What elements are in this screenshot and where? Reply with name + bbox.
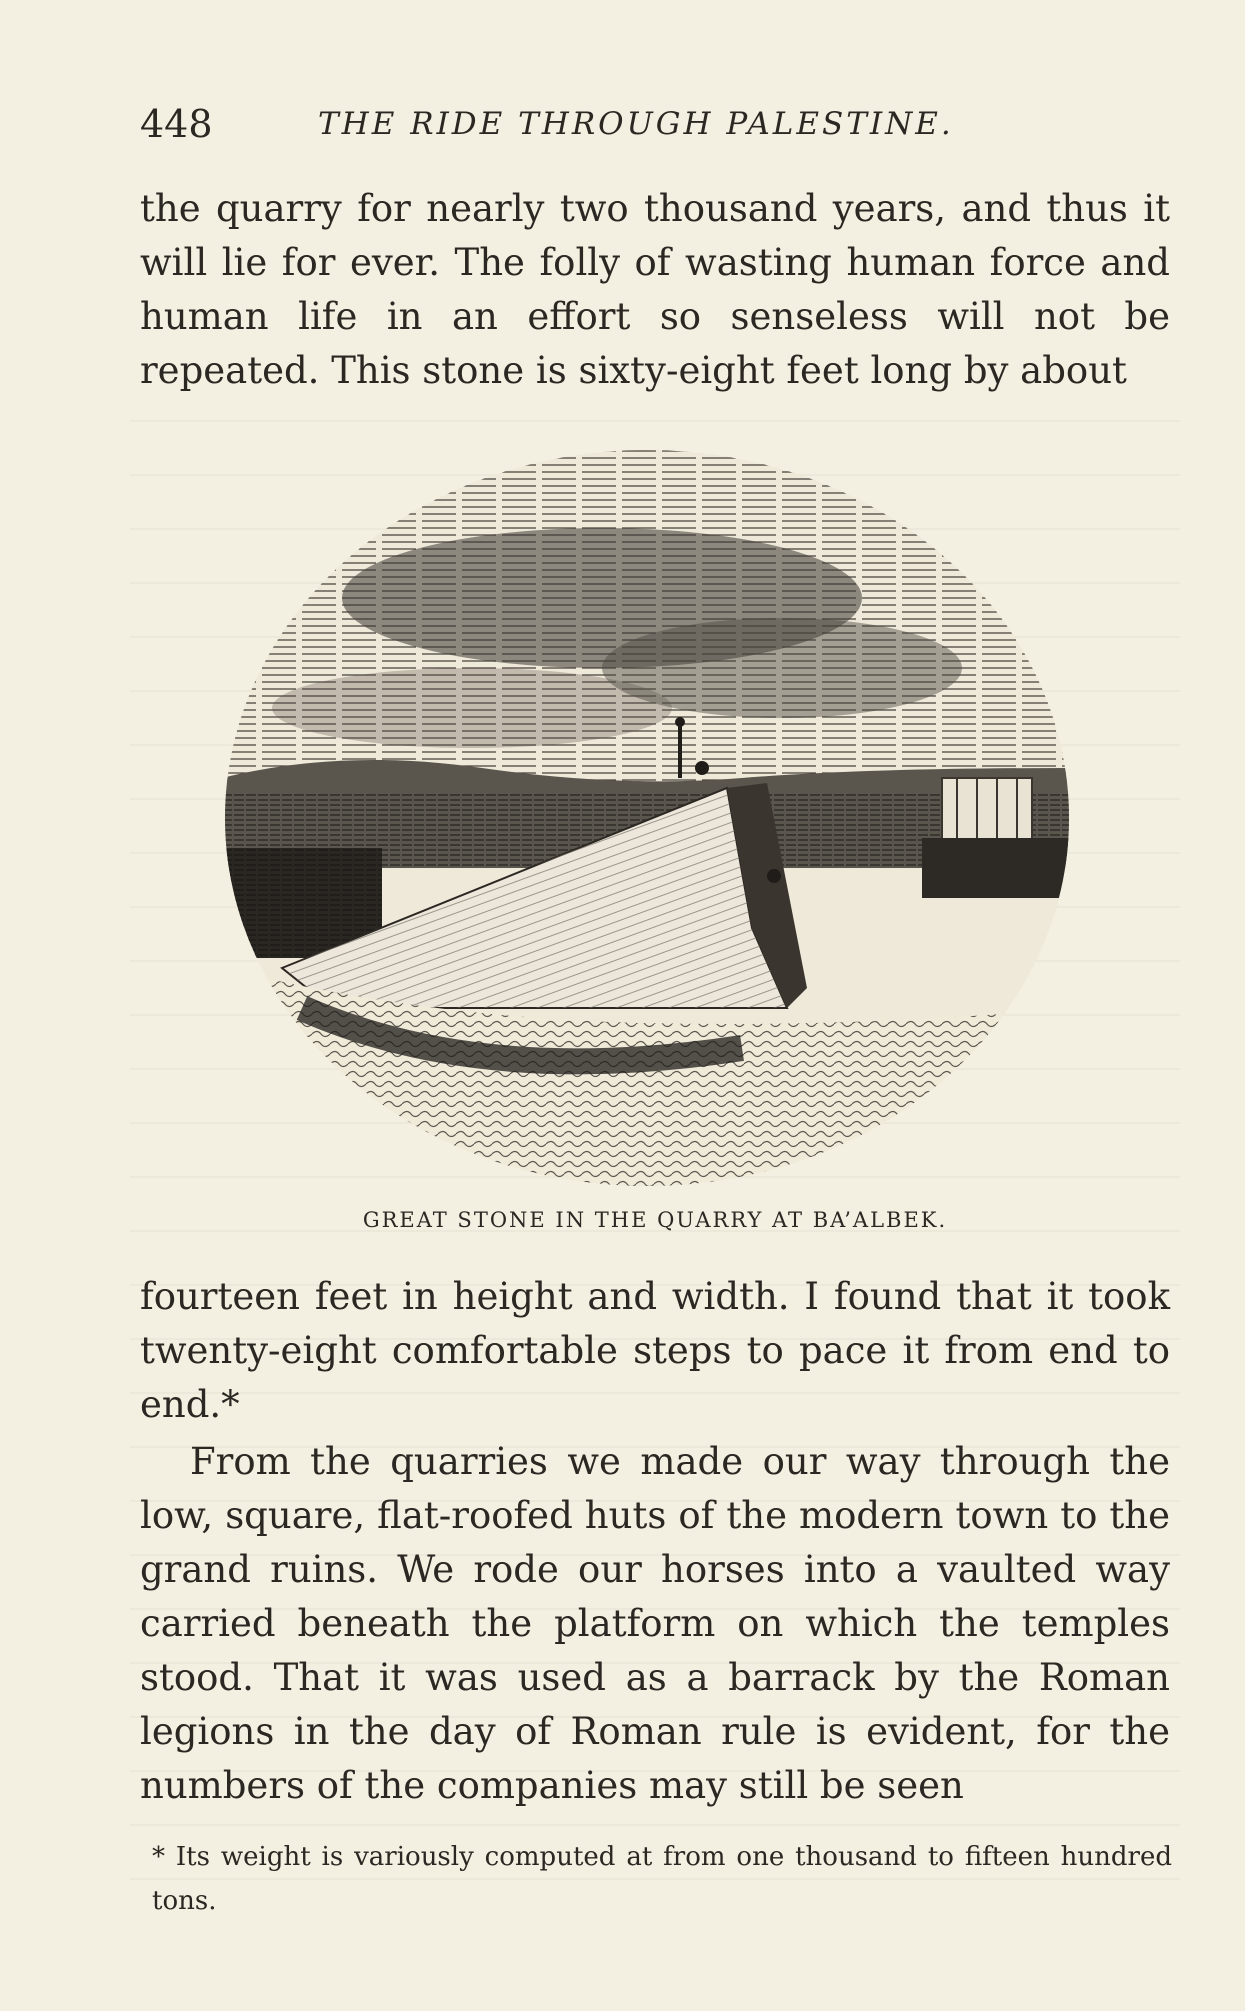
- footnote: * Its weight is variously computed at from one thousand to fifteen hundred tons.: [152, 1842, 1172, 1916]
- paragraph-2: fourteen feet in height and width. I found that it took twenty-eight comfortable steps to pace it from end to end.*: [140, 1275, 1170, 1426]
- page-number: 448: [140, 102, 213, 146]
- figure-caption: GREAT STONE IN THE QUARRY AT BA’ALBEK.: [362, 1208, 948, 1232]
- paragraph-3: From the quarries we made our way through the low, square, flat-roofed huts of the modern town to the grand ruins. We rode our horses into a vaulted way carried beneath the platform on which the temples stood. That it was used as a barrack by the Roman legions in the day of Roman rule is evident, for the numbers of the companies may still be seen: [140, 1440, 1170, 1807]
- great-stone-engraving: [222, 448, 1072, 1188]
- engraving-illustration: [222, 448, 1072, 1188]
- running-title: THE RIDE THROUGH PALESTINE.: [318, 106, 954, 142]
- paragraph-1: the quarry for nearly two thousand years, and thus it will lie for ever. The folly of wasting human force and human life in an effort so senseless will not be repeated. This stone is sixty-eight feet long by about: [140, 187, 1170, 392]
- page-header: [140, 102, 1000, 152]
